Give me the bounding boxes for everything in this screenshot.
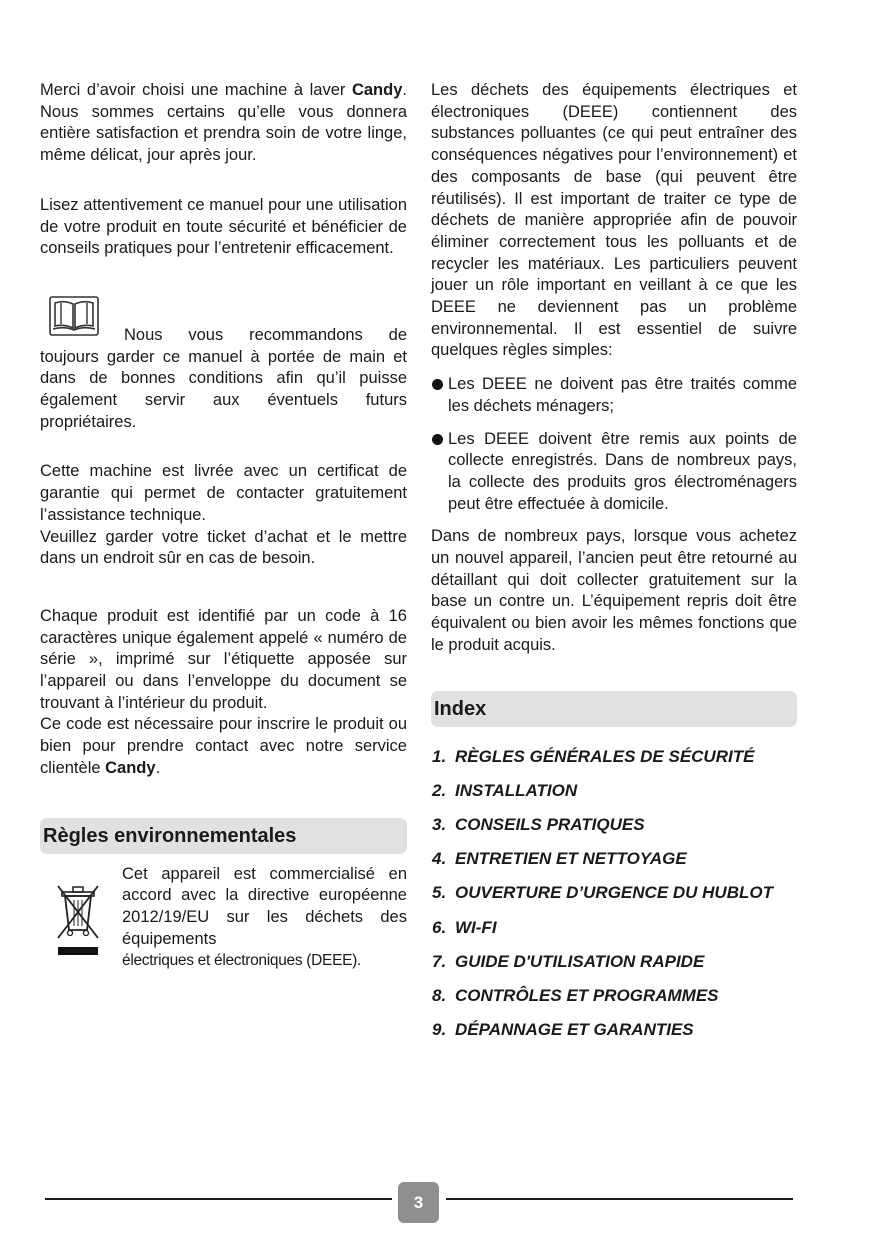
index-list (431, 745, 797, 1053)
intro-paragraph: Merci d’avoir choisi une machine à laver Candy. Nous sommes certains qu’elle vous donnera entière satisfaction et prendra soin de votre linge, même délicat, jour après jour. (40, 81, 407, 165)
index-item: 8. CONTRÔLES ET PROGRAMMES (432, 985, 719, 1005)
brand-name: Candy (351, 81, 403, 99)
index-item: 1. RÈGLES GÉNÉRALES DE SÉCURITÉ (432, 746, 755, 766)
page-number: 3 (398, 1182, 439, 1223)
open-book-icon (49, 296, 99, 336)
brand-name: Candy (105, 758, 156, 777)
manual-note (40, 296, 407, 434)
manual-note-text: toujours garder ce manuel à portée de main et dans de bonnes conditions afin qu’il puisse également servir aux éventuels futurs propriétaires. (40, 347, 407, 431)
index-item: 3. CONSEILS PRATIQUES (432, 814, 645, 834)
index-item: 7. GUIDE D'UTILISATION RAPIDE (432, 951, 705, 971)
left-column (40, 80, 407, 972)
read-manual-paragraph: Lisez attentivement ce manuel pour une utilisation de votre produit en toute sécurité et bénéficier de conseils pratiques pour l’entretenir efficacement. (40, 195, 407, 258)
crossed-bin-icon (52, 878, 104, 958)
footer-rule-left (45, 1198, 392, 1200)
index-item: 4. ENTRETIEN ET NETTOYAGE (432, 849, 687, 869)
return-policy-paragraph: Dans de nombreux pays, lorsque vous achetez un nouvel appareil, l’ancien peut être retourné au détaillant qui doit collecter gratuitement sur la base un contre un. L’équipement repris doit être équivalent ou bien avoir les mêmes fonctions que le produit acquis. (431, 527, 797, 654)
index-item: 9. DÉPANNAGE ET GARANTIES (432, 1020, 694, 1040)
list-item: Les DEEE doivent être remis aux points de collecte enregistrés. Dans de nombreux pays, la collecte des produits gros électroménagers peut être effectuée à domicile. (431, 429, 797, 516)
receipt-paragraph: Veuillez garder votre ticket d’achat et le mettre dans un endroit sûr en cas de besoin. (40, 527, 407, 568)
weee-intro-paragraph: Les déchets des équipements électriques et électroniques (DEEE) contiennent des substances polluantes (ce qui peut entraîner des conséquences négatives pour l’environnement) et des composants de base (qui peuvent être réutilisés). Il est important de traiter ce type de déchets de manière appropriée afin de pouvoir éliminer correctement tous les polluants et de recycler les matériaux. Les particuliers peuvent jouer un rôle important en veillant à ce que les DEEE ne deviennent pas un problème environnemental. Il est essentiel de suivre quelques règles simples: (431, 81, 797, 360)
footer-rule-right (446, 1198, 793, 1200)
weee-rules-list (431, 374, 797, 515)
right-column (431, 80, 797, 1052)
index-item: 6. WI-FI (432, 917, 497, 937)
serial-paragraph: Chaque produit est identifié par un code à 16 caractères unique également appelé « numéro de série », imprimé sur l’étiquette apposée sur l’appareil ou dans l’enveloppe du document se trouvant à l’intérieur du produit. (40, 606, 407, 712)
list-item: Les DEEE ne doivent pas être traités comme les déchets ménagers; (431, 374, 797, 417)
weee-directive-text: Cet appareil est commercialisé en accord avec la directive européenne 2012/19/EU sur les déchets des équipements électriques et électroniques (DEEE). (122, 864, 407, 970)
index-heading: Index (431, 691, 797, 727)
index-item: 5. OUVERTURE D’URGENCE DU HUBLOT (432, 883, 773, 903)
manual-note-first-line: Nous vous recommandons de (124, 325, 407, 344)
environment-heading: Règles environnementales (40, 818, 407, 854)
serial-usage-paragraph: Ce code est nécessaire pour inscrire le produit ou bien pour prendre contact avec notre service clientèle Candy. (40, 715, 407, 777)
weee-directive-block (40, 864, 407, 973)
index-item: 2. INSTALLATION (432, 780, 578, 800)
warranty-paragraph: Cette machine est livrée avec un certificat de garantie qui permet de contacter gratuitement l’assistance technique. (40, 462, 407, 524)
